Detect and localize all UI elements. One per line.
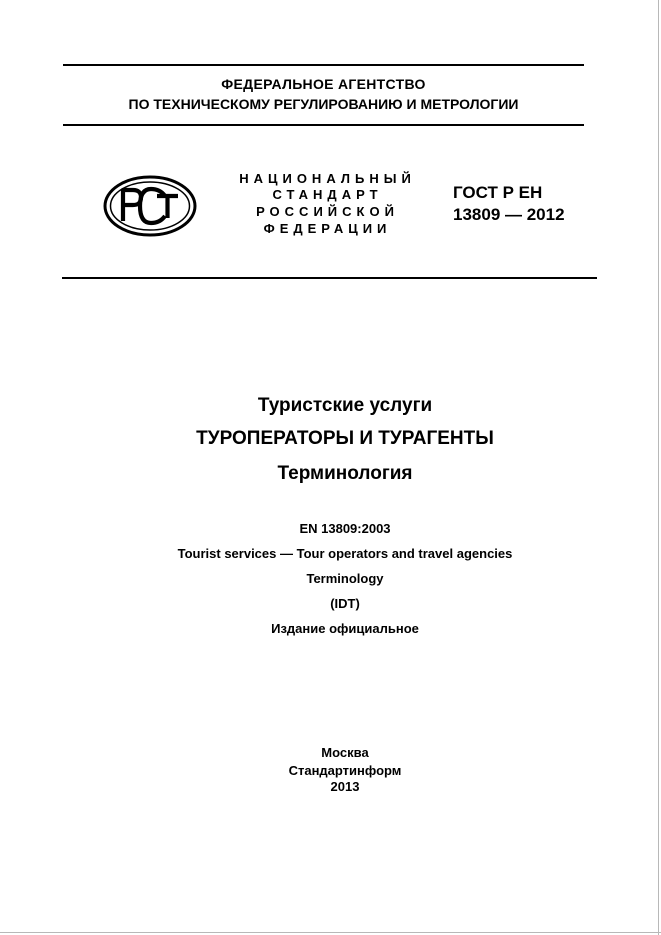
agency-name-line-2: ПО ТЕХНИЧЕСКОМУ РЕГУЛИРОВАНИЮ И МЕТРОЛОГИИ — [128, 96, 519, 112]
national-standard-line-2: СТАНДАРТ — [272, 187, 383, 202]
document-title-line-1: Туристские услуги — [257, 395, 433, 416]
top-rule — [63, 64, 584, 66]
edition-note: Издание официальное — [271, 621, 419, 636]
national-standard-line-3: РОССИЙСКОЙ — [256, 204, 399, 219]
agency-name-line-1: ФЕДЕРАЛЬНОЕ АГЕНТСТВО — [221, 76, 426, 92]
source-english-title: Tourist services — Tour operators and travel agencies — [177, 546, 513, 561]
standard-designation-line-1: ГОСТ Р ЕН — [453, 183, 543, 202]
rst-certification-mark-icon — [103, 175, 197, 237]
imprint-year: 2013 — [330, 779, 360, 794]
document-title-line-3: Терминология — [277, 463, 413, 484]
source-english-subtitle: Terminology — [306, 571, 384, 586]
standard-designation-line-2: 13809 — 2012 — [453, 205, 565, 224]
equivalence-degree: (IDT) — [330, 596, 360, 611]
imprint-publisher: Стандартинформ — [288, 763, 402, 778]
national-standard-line-4: ФЕДЕРАЦИИ — [263, 221, 392, 236]
source-standard-code: EN 13809:2003 — [299, 521, 391, 536]
page-edge — [0, 932, 661, 933]
header-rule — [62, 277, 597, 279]
imprint-city: Москва — [321, 745, 369, 760]
agency-rule — [63, 124, 584, 126]
national-standard-line-1: НАЦИОНАЛЬНЫЙ — [239, 171, 416, 186]
document-title-line-2: ТУРОПЕРАТОРЫ И ТУРАГЕНТЫ — [196, 428, 494, 449]
